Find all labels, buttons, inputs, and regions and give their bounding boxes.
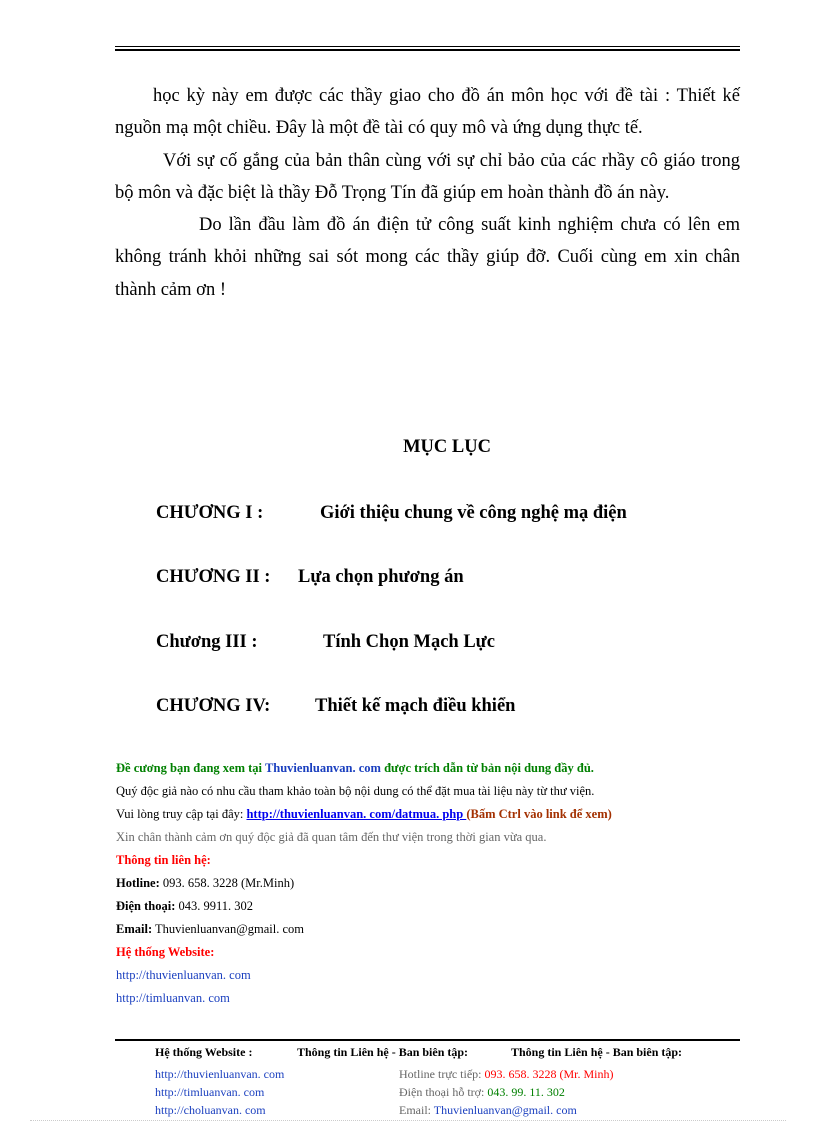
toc-chapter: CHƯƠNG IV: xyxy=(156,696,271,716)
footer-rule xyxy=(115,1039,740,1041)
website-link-1[interactable]: http://thuvienluanvan. com xyxy=(116,968,251,982)
email: Email: Thuvienluanvan@gmail. com xyxy=(116,922,304,936)
footer-link[interactable]: http://timluanvan. com xyxy=(155,1085,265,1099)
hotline: Hotline: 093. 658. 3228 (Mr.Minh) xyxy=(116,876,295,890)
toc-item xyxy=(156,696,516,717)
toc-chapter-title: Giới thiệu chung về công nghệ mạ điện xyxy=(320,503,627,523)
footer-contact: Thông tin Liên hệ - Ban biên tập: Hotline trực tiếp: 093. 658. 3228 (Mr. Minh) Điện thoại hỗ trợ: 043. 99. 11. 302 Email: Thuvienluanvan@gmail. com xyxy=(297,1045,614,1117)
notice-line-3: Vui lòng truy cập tại đây: http://thuvienluanvan. com/datmua. php (Bấm Ctrl vào link để xem) xyxy=(116,807,612,821)
purchase-link[interactable]: http://thuvienluanvan. com/datmua. php xyxy=(246,807,467,821)
toc-chapter-title: Lựa chọn phương án xyxy=(298,567,464,587)
paragraph-3: Do lần đầu làm đồ án điện tử công suất kinh nghiệm chưa có lên em không tránh khỏi những sai sót mong các thầy giúp đỡ. Cuối cùng em xin chân thành cảm ơn ! xyxy=(115,215,740,300)
footer-link[interactable]: http://choluanvan. com xyxy=(155,1103,266,1117)
footer-editorial: Thông tin Liên hệ - Ban biên tập: xyxy=(511,1045,683,1059)
notice-line-4: Xin chân thành cảm ơn quý độc giả đã quan tâm đến thư viện trong thời gian vừa qua. xyxy=(116,830,547,844)
notice-line-1: Đề cương bạn đang xem tại Thuvienluanvan. com được trích dẫn từ bản nội dung đầy đủ. xyxy=(116,761,594,775)
footer-link[interactable]: http://thuvienluanvan. com xyxy=(155,1067,285,1081)
website-link-2[interactable]: http://timluanvan. com xyxy=(116,991,230,1005)
toc-chapter-title: Tính Chọn Mạch Lực xyxy=(323,632,495,652)
library-notice xyxy=(116,757,756,1010)
paragraph-2: Với sự cố gắng của bản thân cùng với sự chỉ bảo của các rhầy cô giáo trong bộ môn và đặc biệt là thầy Đỗ Trọng Tín đã giúp em hoàn thành đồ án này. xyxy=(115,150,740,203)
notice-line-2: Quý độc giả nào có nhu cầu tham khảo toàn bộ nội dung có thể đặt mua tài liệu này từ thư viện. xyxy=(116,784,595,798)
toc-chapter: Chương III : xyxy=(156,632,258,652)
website-heading: Hệ thống Website: xyxy=(116,945,215,959)
toc-chapter: CHƯƠNG II : xyxy=(156,567,271,587)
toc-chapter: CHƯƠNG I : xyxy=(156,503,264,523)
header-rule xyxy=(115,46,740,51)
intro-text xyxy=(115,80,740,306)
contact-heading: Thông tin liên hệ: xyxy=(116,853,211,867)
footer-websites: Hệ thống Website : http://thuvienluanvan. com http://timluanvan. com http://choluanvan. com xyxy=(155,1045,285,1117)
toc-item xyxy=(156,503,627,524)
toc-item xyxy=(156,567,464,588)
paragraph-1: học kỳ này em được các thầy giao cho đồ án môn học với đề tài : Thiết kế nguồn mạ một chiều. Đây là một đề tài có quy mô và ứng dụng thực tế. xyxy=(115,86,740,139)
toc-chapter-title: Thiết kế mạch điều khiển xyxy=(315,696,516,716)
toc-title: MỤC LỤC xyxy=(403,437,491,457)
phone: Điện thoại: 043. 9911. 302 xyxy=(116,899,254,913)
toc-item xyxy=(156,632,495,653)
page-edge xyxy=(30,1120,786,1121)
